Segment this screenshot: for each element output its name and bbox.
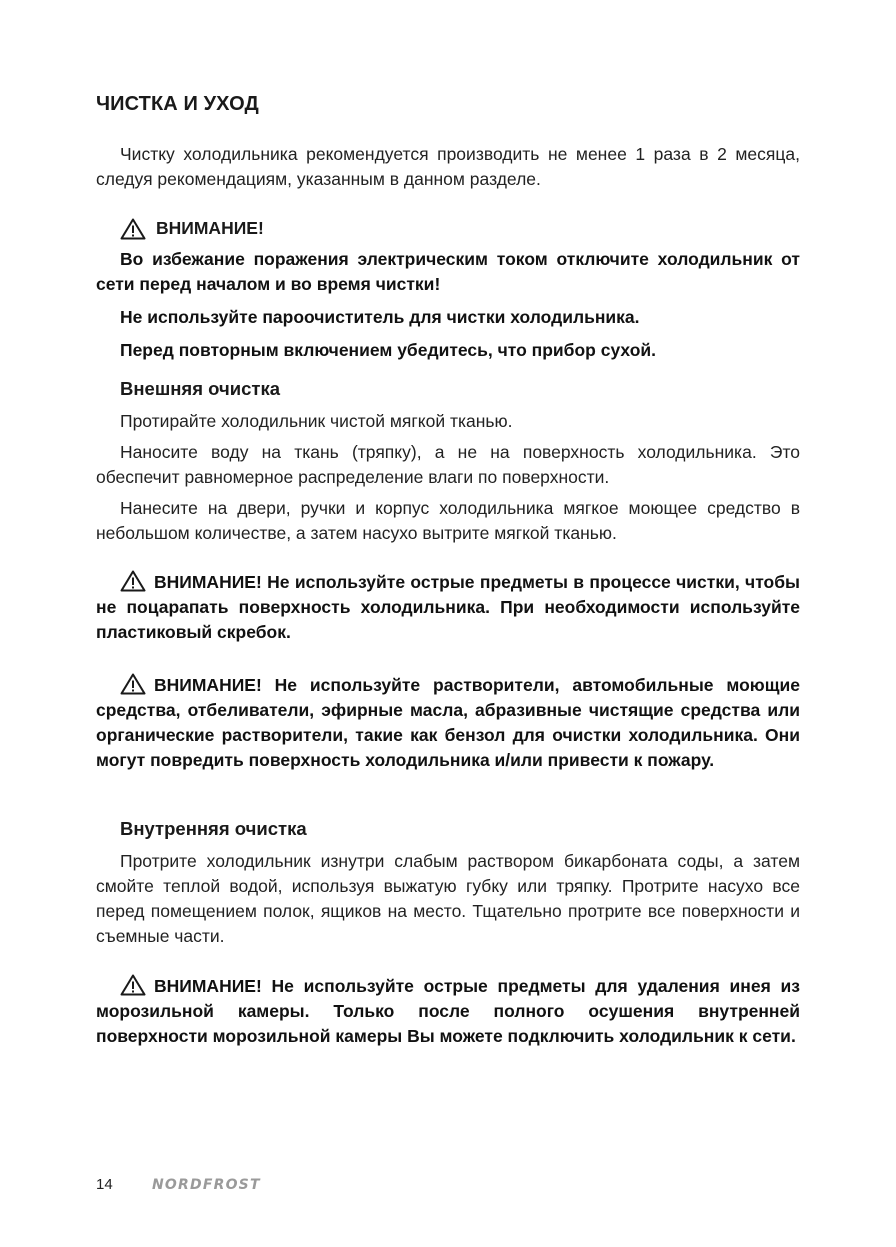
- internal-paragraph: Протрите холодильник изнутри слабым раствором бикарбоната соды, а затем смойте теплой водой, используя выжатую губку или тряпку. Протрите насухо все перед помещением полок, ящиков на место. Тщательно протрите все поверхности и съемные части.: [96, 851, 800, 946]
- warning-line-no-steam: Не используйте пароочиститель для чистки холодильника.: [120, 307, 640, 327]
- page-number: 14: [96, 1176, 113, 1193]
- external-paragraph-1: Протирайте холодильник чистой мягкой тканью.: [120, 411, 513, 431]
- warning-sharp-objects-body: ВНИМАНИЕ! Не используйте острые предметы в процессе чистки, чтобы не поцарапать поверхность холодильника. При необходимости используйте пластиковый скребок.: [96, 572, 800, 642]
- brand-logo: NORDFROST: [152, 1176, 261, 1193]
- page-title: ЧИСТКА И УХОД: [96, 93, 259, 115]
- warning-frost-body: ВНИМАНИЕ! Не используйте острые предметы для удаления инея из морозильной камеры. Только после полного осушения внутренней поверхности морозильной камеры Вы можете подключить холодильник к сети.: [96, 976, 800, 1046]
- page-footer: [96, 1176, 261, 1193]
- warning-solvents-body: ВНИМАНИЕ! Не используйте растворители, автомобильные моющие средства, отбеливатели, эфирные масла, абразивные чистящие средства или органические растворители, такие как бензол для очистки холодильника. Они могут повредить поверхность холодильника и/или привести к пожару.: [96, 675, 800, 770]
- warning-sharp-objects-text: [96, 570, 800, 645]
- external-paragraph-3: Нанесите на двери, ручки и корпус холодильника мягкое моющее средство в небольшом количестве, а затем насухо вытрите мягкой тканью.: [96, 498, 800, 543]
- warning-triangle-icon: [120, 673, 146, 695]
- warning-block-frost: [96, 974, 800, 1049]
- warning-triangle-icon: [120, 974, 146, 996]
- warning-triangle-icon: [120, 570, 146, 592]
- warning-heading-text: ВНИМАНИЕ!: [156, 218, 264, 238]
- warning-block-sharp-objects: [96, 570, 800, 645]
- warning-block-solvents: [96, 673, 800, 773]
- warning-solvents-text: [96, 673, 800, 773]
- intro-paragraph: Чистку холодильника рекомендуется производить не менее 1 раза в 2 месяца, следуя рекомендациям, указанным в данном разделе.: [96, 144, 800, 189]
- internal-cleaning-section: [96, 816, 800, 949]
- external-paragraph-2: Наносите воду на ткань (тряпку), а не на поверхность холодильника. Это обеспечит равномерное распределение влаги по поверхности.: [96, 442, 800, 487]
- external-cleaning-section: [96, 376, 800, 546]
- warning-frost-text: [96, 974, 800, 1049]
- internal-cleaning-heading: Внутренняя очистка: [120, 818, 307, 839]
- external-cleaning-heading: Внешняя очистка: [120, 378, 280, 399]
- intro-section: [96, 142, 800, 192]
- warning-heading: [120, 216, 800, 241]
- warning-line-dry-check: Перед повторным включением убедитесь, что прибор сухой.: [120, 340, 657, 360]
- warning-triangle-icon: [120, 218, 146, 240]
- warning-block-power: [96, 216, 800, 363]
- warning-line-power-off: Во избежание поражения электрическим током отключите холодильник от сети перед началом и во время чистки!: [96, 249, 800, 294]
